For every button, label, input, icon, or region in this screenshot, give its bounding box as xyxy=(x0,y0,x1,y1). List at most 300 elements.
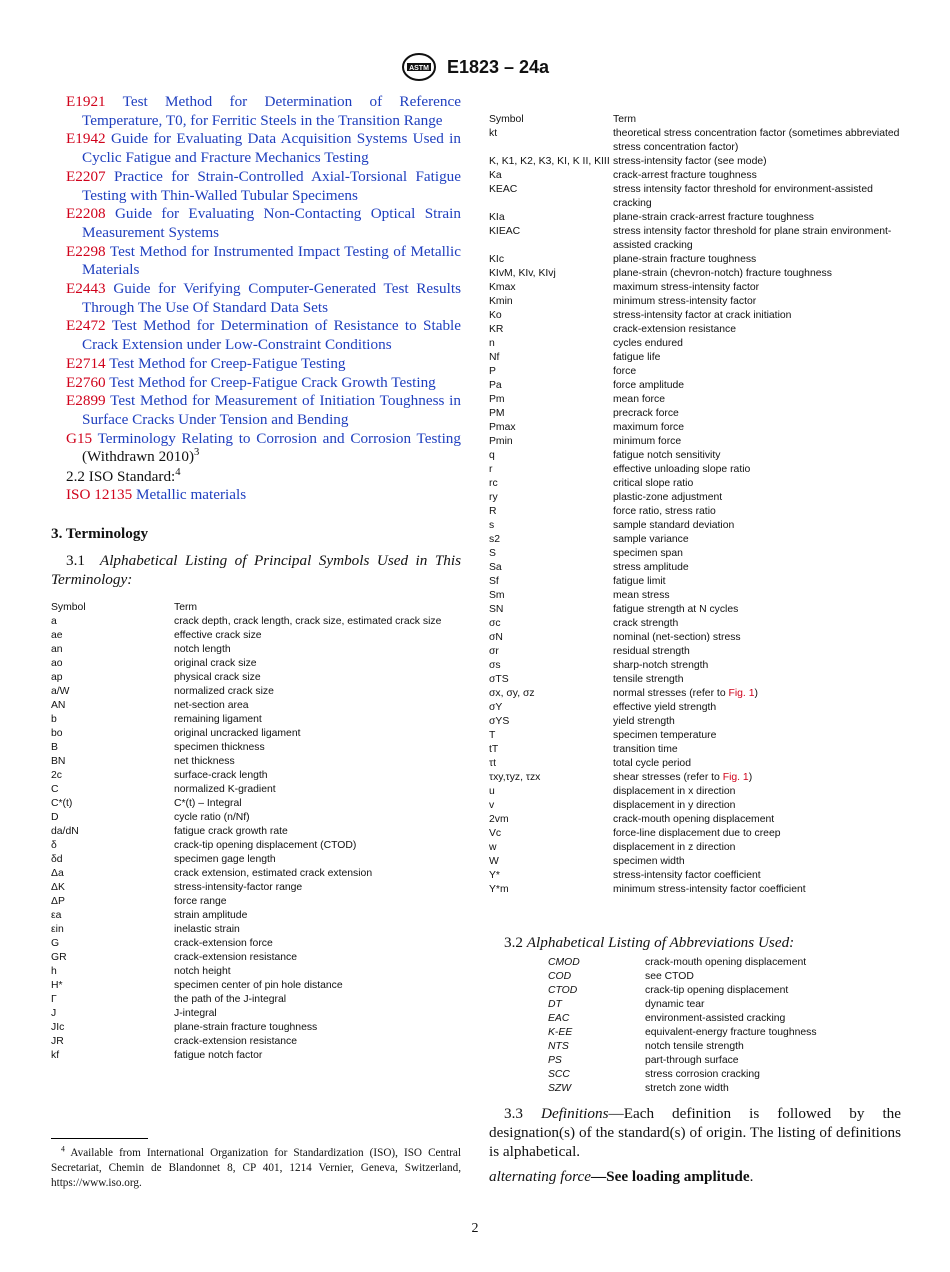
abbreviation-meaning: stress corrosion cracking xyxy=(645,1069,760,1080)
symbol-cell: τxy,τyz, τzx xyxy=(489,772,541,783)
table-row xyxy=(51,979,461,993)
table-row xyxy=(489,295,901,309)
table-row xyxy=(51,909,461,923)
symbol-cell: JIc xyxy=(51,1021,65,1033)
symbols-table-right xyxy=(489,113,901,897)
table-row xyxy=(489,351,901,365)
table-row xyxy=(489,281,901,295)
term-cell: residual strength xyxy=(613,646,690,657)
term-cell: stress intensity factor threshold for environment-assisted cracking xyxy=(613,184,873,209)
term-cell: physical crack size xyxy=(174,671,261,683)
table-row xyxy=(489,407,901,421)
reference-item xyxy=(66,374,461,393)
abbreviation-cell: CMOD xyxy=(548,957,580,968)
table-row xyxy=(51,923,461,937)
symbol-cell: J xyxy=(51,1007,57,1019)
table-row xyxy=(51,853,461,867)
symbol-cell: BN xyxy=(51,755,66,767)
symbols-right-rows xyxy=(489,127,901,897)
iso-standard-heading xyxy=(66,467,461,486)
symbol-cell: GR xyxy=(51,951,67,963)
symbol-cell: KIa xyxy=(489,212,505,223)
section-text: —Each definition is followed by the designation(s) of the standard(s) of origin. The listing of definitions is alphabetical. xyxy=(489,1105,902,1160)
table-row xyxy=(51,685,461,699)
term-cell: fatigue life xyxy=(613,352,661,363)
symbol-cell: kf xyxy=(51,1049,60,1061)
reference-code-link[interactable]: E2760 xyxy=(66,373,106,391)
term-cell: specimen span xyxy=(613,548,683,559)
table-row xyxy=(489,365,901,379)
right-column xyxy=(489,113,901,1186)
abbreviation-meaning: see CTOD xyxy=(645,971,694,982)
table-row xyxy=(489,589,901,603)
table-row xyxy=(489,701,901,715)
term-cell: precrack force xyxy=(613,408,679,419)
table-row xyxy=(51,713,461,727)
table-row xyxy=(489,435,901,449)
footnote-marker: 3 xyxy=(194,447,200,459)
symbol-cell: τt xyxy=(489,758,496,769)
term-cell: minimum force xyxy=(613,436,682,447)
term-cell: notch length xyxy=(174,643,231,655)
symbol-cell: σr xyxy=(489,646,499,657)
table-row xyxy=(51,825,461,839)
abbreviation-meaning: crack-tip opening displacement xyxy=(645,985,789,996)
table-row xyxy=(51,797,461,811)
section-number: 3.3 xyxy=(504,1105,523,1122)
symbol-cell: S xyxy=(489,548,496,559)
symbol-cell: H* xyxy=(51,979,63,991)
reference-code-link[interactable]: E1942 xyxy=(66,130,106,148)
symbol-cell: ae xyxy=(51,629,63,641)
term-cell: crack-arrest fracture toughness xyxy=(613,170,757,181)
symbol-cell: tT xyxy=(489,744,499,755)
symbol-cell: n xyxy=(489,338,495,349)
reference-code-link[interactable]: E2472 xyxy=(66,317,106,335)
term-cell: notch height xyxy=(174,965,231,977)
symbol-cell: σx, σy, σz xyxy=(489,688,535,699)
table-row xyxy=(489,785,901,799)
symbol-cell: δ xyxy=(51,839,57,851)
term-cell: inelastic strain xyxy=(174,923,240,935)
table-row xyxy=(489,673,901,687)
reference-title[interactable]: Guide for Evaluating Non-Contacting Optical Strain Measurement Systems xyxy=(82,205,461,241)
term-cell: specimen temperature xyxy=(613,730,717,741)
svg-text:ASTM: ASTM xyxy=(409,65,429,72)
reference-title[interactable]: Test Method for Creep-Fatigue Testing xyxy=(109,354,346,372)
table-row xyxy=(489,519,901,533)
symbol-cell: σs xyxy=(489,660,501,671)
iso-code-link[interactable]: ISO 12135 xyxy=(66,486,133,504)
figure-link[interactable]: Fig. 1 xyxy=(728,688,755,699)
reference-code-link[interactable]: E1921 xyxy=(66,93,106,110)
term-cell: minimum stress-intensity factor coefficient xyxy=(613,884,806,895)
iso-title[interactable]: Metallic materials xyxy=(136,486,247,504)
symbol-cell: s2 xyxy=(489,534,500,545)
symbol-cell: bo xyxy=(51,727,63,739)
reference-code-link[interactable]: E2208 xyxy=(66,205,106,223)
abbreviation-cell: SCC xyxy=(548,1069,570,1080)
abbreviation-row xyxy=(548,1082,901,1096)
symbol-cell: q xyxy=(489,450,495,461)
table-row xyxy=(489,393,901,407)
reference-item xyxy=(66,280,461,317)
term-cell: maximum force xyxy=(613,422,685,433)
table-row xyxy=(51,951,461,965)
table-row xyxy=(51,867,461,881)
reference-title[interactable]: Guide for Evaluating Data Acquisition Systems Used in Cyclic Fatigue and Fracture Mechanics Testing xyxy=(82,130,461,167)
symbol-cell: ΔP xyxy=(51,895,65,907)
symbol-cell: W xyxy=(489,856,499,867)
abbreviation-cell: CTOD xyxy=(548,985,578,996)
table-row xyxy=(489,841,901,855)
reference-item xyxy=(66,355,461,374)
term-cell: crack strength xyxy=(613,618,679,629)
term-cell: minimum stress-intensity factor xyxy=(613,296,757,307)
reference-code-link[interactable]: E2899 xyxy=(66,392,106,410)
table-row xyxy=(489,547,901,561)
page-number: 2 xyxy=(471,1221,479,1236)
term-cell: remaining ligament xyxy=(174,713,262,725)
symbol-cell: a xyxy=(51,615,57,627)
symbols-left-rows xyxy=(51,615,461,1063)
referenced-documents-list xyxy=(51,93,461,467)
table-row xyxy=(489,463,901,477)
table-row xyxy=(489,687,901,701)
abbreviation-row xyxy=(548,970,901,984)
reference-code-link[interactable]: G15 xyxy=(66,429,93,447)
term-cell: crack-extension force xyxy=(174,937,273,949)
iso-reference xyxy=(66,486,461,505)
symbol-cell: Ko xyxy=(489,310,502,321)
table-row xyxy=(489,645,901,659)
table-row xyxy=(489,561,901,575)
term-header: Term xyxy=(613,114,637,125)
term-cell: specimen gage length xyxy=(174,853,276,865)
term-cell: net thickness xyxy=(174,755,235,767)
term-cell: crack-extension resistance xyxy=(174,1035,298,1047)
term-cell: surface-crack length xyxy=(174,769,268,781)
table-row xyxy=(51,1007,461,1021)
table-row xyxy=(51,839,461,853)
symbol-cell: σY xyxy=(489,702,503,713)
table-row xyxy=(489,477,901,491)
term-cell: fatigue notch sensitivity xyxy=(613,450,721,461)
symbol-header: Symbol xyxy=(489,114,524,125)
reference-code-link[interactable]: E2714 xyxy=(66,354,106,372)
symbol-cell: 2c xyxy=(51,769,62,781)
section-number: 3.1 xyxy=(66,551,85,569)
symbol-cell: δd xyxy=(51,853,63,865)
reference-code-link[interactable]: E2298 xyxy=(66,242,106,260)
table-row xyxy=(51,615,461,629)
term-cell: effective unloading slope ratio xyxy=(613,464,751,475)
table-row xyxy=(51,783,461,797)
term-cell: net-section area xyxy=(174,699,249,711)
symbol-cell: Y*m xyxy=(489,884,509,895)
abbreviation-cell: PS xyxy=(548,1055,562,1066)
table-row xyxy=(489,337,901,351)
symbol-cell: Pm xyxy=(489,394,505,405)
term-cell: shear stresses (refer to Fig. 1) xyxy=(613,772,753,783)
abbreviation-cell: DT xyxy=(548,999,562,1010)
abbreviation-cell: SZW xyxy=(548,1083,572,1094)
section-3-1-paragraph xyxy=(51,551,461,589)
term-cell: specimen width xyxy=(613,856,685,867)
abbreviation-cell: EAC xyxy=(548,1013,570,1024)
symbol-cell: D xyxy=(51,811,59,823)
symbol-cell: s xyxy=(489,520,495,531)
table-row xyxy=(489,869,901,883)
symbol-cell: σYS xyxy=(489,716,510,727)
term-cell: the path of the J-integral xyxy=(174,993,287,1005)
abbreviation-meaning: crack-mouth opening displacement xyxy=(645,957,807,968)
term-cell: C*(t) – Integral xyxy=(174,797,242,809)
symbol-cell: KR xyxy=(489,324,504,335)
table-row xyxy=(51,629,461,643)
abbreviations-table xyxy=(548,956,901,1096)
table-row xyxy=(489,771,901,785)
symbol-cell: Sf xyxy=(489,576,499,587)
table-row xyxy=(489,617,901,631)
term-cell: displacement in x direction xyxy=(613,786,736,797)
term-cell: original crack size xyxy=(174,657,257,669)
term-cell: plane-strain fracture toughness xyxy=(613,254,757,265)
table-row xyxy=(51,1021,461,1035)
symbol-cell: C*(t) xyxy=(51,797,73,809)
symbol-cell: ry xyxy=(489,492,498,503)
symbol-cell: Sa xyxy=(489,562,502,573)
term-cell: effective yield strength xyxy=(613,702,717,713)
table-row xyxy=(489,799,901,813)
term-cell: specimen thickness xyxy=(174,741,265,753)
term-cell: plane-strain crack-arrest fracture toughness xyxy=(613,212,814,223)
table-row xyxy=(51,755,461,769)
reference-title[interactable]: Guide for Verifying Computer-Generated Test Results Through The Use Of Standard Data Sets xyxy=(82,280,461,316)
section-3-3-paragraph xyxy=(489,1104,901,1161)
term-cell: fatigue strength at N cycles xyxy=(613,604,739,615)
symbol-cell: b xyxy=(51,713,57,725)
reference-title[interactable]: Terminology Relating to Corrosion and Corrosion Testing xyxy=(97,429,461,447)
abbreviation-row xyxy=(548,1068,901,1082)
definition-alternating-force xyxy=(489,1167,901,1186)
symbol-cell: JR xyxy=(51,1035,64,1047)
symbol-cell: da/dN xyxy=(51,825,79,837)
table-row xyxy=(489,169,901,183)
table-row xyxy=(489,225,901,253)
abbreviation-meaning: part-through surface xyxy=(645,1055,739,1066)
footnote-marker: 4 xyxy=(175,467,181,478)
table-row xyxy=(51,727,461,741)
term-cell: total cycle period xyxy=(613,758,691,769)
abbreviation-cell: COD xyxy=(548,971,572,982)
section-3-title: 3. Terminology xyxy=(51,524,149,542)
reference-title[interactable]: Test Method for Instrumented Impact Testing of Metallic Materials xyxy=(82,242,461,279)
table-row xyxy=(51,769,461,783)
symbol-cell: Pmin xyxy=(489,436,513,447)
reference-code-link[interactable]: E2443 xyxy=(66,280,106,298)
reference-status: (Withdrawn 2010) xyxy=(82,448,194,466)
table-row xyxy=(489,827,901,841)
table-row xyxy=(51,811,461,825)
term-cell: stress-intensity factor (see mode) xyxy=(613,156,767,167)
term-cell: displacement in y direction xyxy=(613,800,736,811)
table-row xyxy=(51,657,461,671)
symbol-cell: εin xyxy=(51,923,64,935)
table-row xyxy=(489,883,901,897)
symbol-cell: P xyxy=(489,366,496,377)
reference-title[interactable]: Practice for Strain-Controlled Axial-Torsional Fatigue Testing with Thin-Walled Tubular Specimens xyxy=(82,167,462,204)
abbreviation-row xyxy=(548,1026,901,1040)
abbreviation-meaning: environment-assisted cracking xyxy=(645,1013,786,1024)
symbol-header: Symbol xyxy=(51,601,86,613)
symbol-cell: SN xyxy=(489,604,504,615)
term-cell: sample standard deviation xyxy=(613,520,735,531)
table-row xyxy=(489,449,901,463)
table-row xyxy=(51,1049,461,1063)
term-cell: sharp-notch strength xyxy=(613,660,709,671)
symbol-cell: Pmax xyxy=(489,422,516,433)
table-row xyxy=(489,491,901,505)
symbol-cell: C xyxy=(51,783,59,795)
table-row xyxy=(489,309,901,323)
symbol-cell: ΔK xyxy=(51,881,65,893)
table-row xyxy=(489,575,901,589)
table-row xyxy=(51,741,461,755)
symbol-cell: 2vm xyxy=(489,814,509,825)
reference-title[interactable]: Test Method for Creep-Fatigue Crack Growth Testing xyxy=(109,373,436,391)
section-3-2-heading xyxy=(489,933,901,952)
term-cell: fatigue crack growth rate xyxy=(174,825,288,837)
reference-title[interactable]: Test Method for Determination of Reference Temperature, T0, for Ferritic Steels in the Transition Range xyxy=(82,93,461,129)
symbol-cell: an xyxy=(51,643,63,655)
table-row xyxy=(489,743,901,757)
abbreviation-meaning: equivalent-energy fracture toughness xyxy=(645,1027,817,1038)
symbol-cell: PM xyxy=(489,408,505,419)
definition-reference[interactable]: loading amplitude xyxy=(631,1168,750,1185)
term-cell: stress-intensity-factor range xyxy=(174,881,303,893)
term-cell: cycles endured xyxy=(613,338,683,349)
reference-title[interactable]: Test Method for Measurement of Initiation Toughness in Surface Cracks Under Tension and Bending xyxy=(82,392,461,428)
table-row xyxy=(489,813,901,827)
symbol-cell: ap xyxy=(51,671,63,683)
term-cell: mean stress xyxy=(613,590,670,601)
symbol-cell: Γ xyxy=(51,993,57,1005)
term-cell: force range xyxy=(174,895,227,907)
symbol-cell: KEAC xyxy=(489,184,518,195)
term-cell: plane-strain fracture toughness xyxy=(174,1021,318,1033)
table-row xyxy=(51,881,461,895)
symbol-cell: u xyxy=(489,786,495,797)
table-row xyxy=(51,671,461,685)
page-header xyxy=(0,52,950,82)
table-row xyxy=(489,267,901,281)
reference-item xyxy=(66,317,461,354)
reference-item xyxy=(66,243,461,280)
symbol-cell: K, K1, K2, K3, KI, K II, KIII xyxy=(489,156,610,167)
section-title: Alphabetical Listing of Abbreviations Used: xyxy=(526,934,795,951)
term-cell: displacement in z direction xyxy=(613,842,736,853)
symbol-cell: h xyxy=(51,965,57,977)
term-cell: crack-tip opening displacement (CTOD) xyxy=(174,839,357,851)
term-cell: effective crack size xyxy=(174,629,262,641)
symbol-cell: Δa xyxy=(51,867,64,879)
reference-item xyxy=(66,168,461,205)
symbol-cell: w xyxy=(489,842,497,853)
term-cell: J-integral xyxy=(174,1007,217,1019)
table-header xyxy=(489,113,901,127)
definition-end: . xyxy=(749,1168,754,1185)
abbreviation-row xyxy=(548,1012,901,1026)
term-cell: stress amplitude xyxy=(613,562,689,573)
document-designation: E1823 – 24a xyxy=(446,56,550,77)
table-row xyxy=(489,729,901,743)
table-header xyxy=(51,601,461,615)
symbol-cell: G xyxy=(51,937,60,949)
figure-link[interactable]: Fig. 1 xyxy=(722,772,749,783)
definition-term: alternating force xyxy=(489,1168,591,1185)
symbol-cell: KIc xyxy=(489,254,505,265)
table-row xyxy=(489,603,901,617)
term-cell: crack-extension resistance xyxy=(613,324,737,335)
abbreviation-meaning: stretch zone width xyxy=(645,1083,729,1094)
abbreviation-row xyxy=(548,1054,901,1068)
symbol-cell: Vc xyxy=(489,828,502,839)
table-row xyxy=(489,757,901,771)
term-cell: strain amplitude xyxy=(174,909,248,921)
term-cell: transition time xyxy=(613,744,678,755)
term-cell: theoretical stress concentration factor (sometimes abbreviated stress concentration factor) xyxy=(613,128,900,153)
term-cell: force amplitude xyxy=(613,380,685,391)
term-cell: fatigue limit xyxy=(613,576,666,587)
table-row xyxy=(489,183,901,211)
table-row xyxy=(489,505,901,519)
symbol-cell: σTS xyxy=(489,674,509,685)
term-cell: normalized crack size xyxy=(174,685,274,697)
footnote-4 xyxy=(51,1146,461,1191)
term-cell: stress-intensity factor coefficient xyxy=(613,870,761,881)
astm-logo-icon xyxy=(401,52,437,82)
symbol-cell: v xyxy=(489,800,495,811)
table-row xyxy=(489,855,901,869)
term-cell: plane-strain (chevron-notch) fracture toughness xyxy=(613,268,832,279)
symbol-cell: ao xyxy=(51,657,63,669)
term-cell: force ratio, stress ratio xyxy=(613,506,716,517)
term-cell: force xyxy=(613,366,637,377)
table-row xyxy=(51,699,461,713)
reference-code-link[interactable]: E2207 xyxy=(66,167,106,185)
symbol-cell: R xyxy=(489,506,497,517)
term-cell: normal stresses (refer to Fig. 1) xyxy=(613,688,758,699)
table-row xyxy=(51,937,461,951)
term-cell: nominal (net-section) stress xyxy=(613,632,741,643)
term-cell: crack-extension resistance xyxy=(174,951,298,963)
reference-item xyxy=(66,392,461,429)
table-row xyxy=(51,993,461,1007)
symbol-cell: Kmin xyxy=(489,296,513,307)
table-row xyxy=(489,211,901,225)
section-title: Alphabetical Listing of Principal Symbols Used in This Terminology: xyxy=(51,551,461,588)
abbreviation-row xyxy=(548,998,901,1012)
symbol-cell: σN xyxy=(489,632,503,643)
symbol-cell: εa xyxy=(51,909,62,921)
symbol-cell: Pa xyxy=(489,380,502,391)
abbreviation-row xyxy=(548,984,901,998)
table-row xyxy=(51,895,461,909)
symbol-cell: T xyxy=(489,730,496,741)
table-row xyxy=(489,127,901,155)
reference-title[interactable]: Test Method for Determination of Resistance to Stable Crack Extension under Low-Constraint Conditions xyxy=(82,317,461,354)
